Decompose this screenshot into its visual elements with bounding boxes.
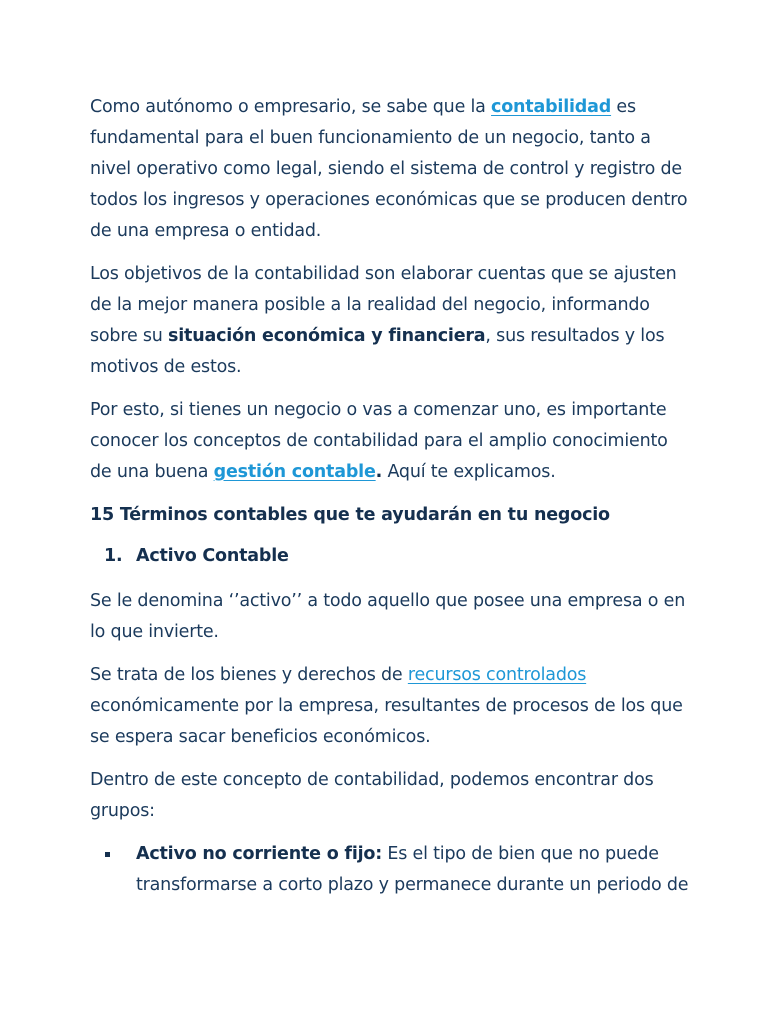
groups-paragraph: Dentro de este concepto de contabilidad, podemos encontrar dos grupos:	[90, 770, 654, 821]
bullet-text: Es el tipo de bien que no puede transformarse a corto plazo y permanece durante un periodo de	[136, 844, 689, 895]
bullet-term: Activo no corriente o fijo:	[136, 844, 383, 864]
bienes-text-end: económicamente por la empresa, resultantes de procesos de los que se espera sacar beneficios económicos.	[90, 696, 683, 747]
intro-text-start: Como autónomo o empresario, se sabe que la	[90, 97, 492, 117]
bienes-text-start: Se trata de los bienes y derechos de	[90, 665, 408, 685]
contabilidad-link[interactable]: contabilidad	[491, 97, 612, 117]
importance-text-end: Aquí te explicamos.	[382, 462, 556, 482]
importance-paragraph	[90, 395, 690, 488]
article-body	[90, 92, 690, 901]
list-item-number: 1.	[104, 546, 123, 566]
importance-period: .	[375, 462, 383, 482]
list-item	[90, 839, 690, 901]
situacion-economica-bold: situación económica y financiera	[168, 326, 486, 346]
numbered-list	[90, 541, 690, 572]
importance-text-start: Por esto, si tienes un negocio o vas a comenzar uno, es importante conocer los conceptos de contabilidad para el amplio conocimiento de una buena	[90, 400, 668, 482]
gestion-contable-link[interactable]: gestión contable	[213, 462, 376, 482]
list-item-label: Activo Contable	[136, 546, 289, 566]
objectives-text-start: Los objetivos de la contabilidad son elaborar cuentas que se ajusten de la mejor manera posible a la realidad del negocio, informando sobre su	[90, 264, 677, 346]
section-heading: 15 Términos contables que te ayudarán en tu negocio	[90, 505, 610, 525]
objectives-text-end: , sus resultados y los motivos de estos.	[90, 326, 665, 377]
list-item	[90, 541, 690, 572]
bullet-list	[90, 839, 690, 901]
activo-definition-paragraph: Se le denomina ‘’activo’’ a todo aquello que posee una empresa o en lo que invierte.	[90, 591, 686, 642]
square-bullet-icon	[105, 852, 110, 857]
intro-paragraph	[90, 92, 690, 247]
bienes-paragraph	[90, 660, 690, 753]
objectives-paragraph	[90, 259, 690, 383]
recursos-controlados-link[interactable]: recursos controlados	[407, 665, 587, 685]
intro-text-end: es fundamental para el buen funcionamiento de un negocio, tanto a nivel operativo como legal, siendo el sistema de control y registro de todos los ingresos y operaciones económicas que se producen dentro de una empresa o entidad.	[90, 97, 688, 241]
